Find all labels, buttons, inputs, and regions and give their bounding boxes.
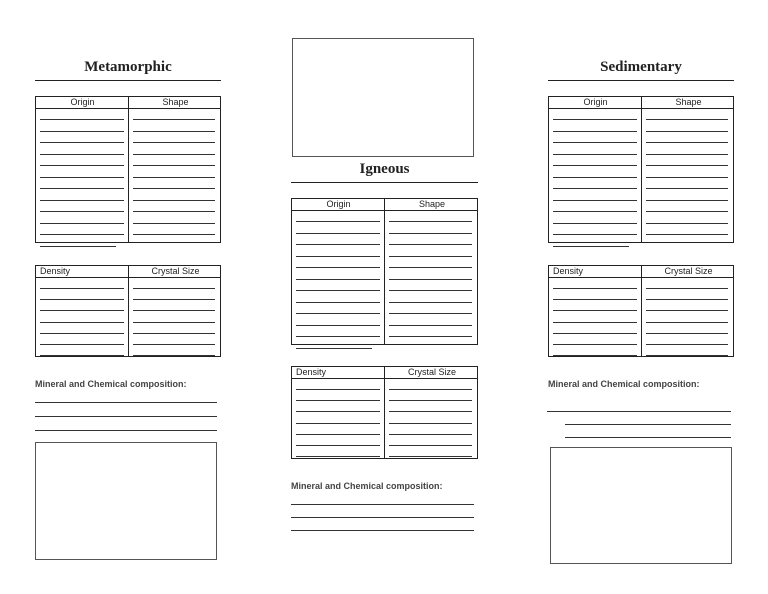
metamorphic-composition-label: Mineral and Chemical composition: — [35, 379, 187, 389]
metamorphic-origin-shape-table — [35, 96, 221, 243]
writing-line[interactable] — [389, 434, 472, 435]
writing-line[interactable] — [553, 344, 637, 345]
igneous-title-rule — [291, 182, 478, 183]
writing-line[interactable] — [296, 290, 380, 291]
writing-line[interactable] — [133, 223, 215, 224]
writing-line[interactable] — [40, 200, 124, 201]
writing-line[interactable] — [565, 437, 731, 438]
writing-line[interactable] — [40, 299, 124, 300]
shape-header: Shape — [418, 199, 446, 209]
writing-line[interactable] — [553, 177, 637, 178]
writing-line[interactable] — [389, 279, 472, 280]
writing-line[interactable] — [40, 142, 124, 143]
writing-line[interactable] — [40, 355, 124, 356]
writing-line[interactable] — [40, 223, 124, 224]
crystal-size-header: Crystal Size — [151, 266, 200, 276]
writing-line[interactable] — [133, 322, 215, 323]
writing-line[interactable] — [40, 154, 124, 155]
writing-line[interactable] — [646, 119, 728, 120]
writing-line[interactable] — [389, 221, 472, 222]
writing-line[interactable] — [565, 424, 731, 425]
writing-line[interactable] — [553, 154, 637, 155]
column-divider — [641, 266, 642, 356]
writing-line[interactable] — [389, 400, 472, 401]
writing-line[interactable] — [646, 200, 728, 201]
writing-line[interactable] — [553, 200, 637, 201]
writing-line[interactable] — [35, 430, 217, 431]
writing-line[interactable] — [133, 177, 215, 178]
writing-line[interactable] — [646, 131, 728, 132]
writing-line[interactable] — [389, 411, 472, 412]
writing-line[interactable] — [547, 411, 731, 412]
writing-line[interactable] — [646, 344, 728, 345]
writing-line[interactable] — [553, 288, 637, 289]
writing-line[interactable] — [553, 165, 637, 166]
crystal-size-header: Crystal Size — [664, 266, 713, 276]
sedimentary-title: Sedimentary — [600, 59, 682, 75]
writing-line[interactable] — [389, 267, 472, 268]
writing-line[interactable] — [291, 517, 474, 518]
writing-line[interactable] — [296, 313, 380, 314]
crystal-size-header: Crystal Size — [407, 367, 456, 377]
writing-line[interactable] — [646, 177, 728, 178]
writing-line[interactable] — [296, 434, 380, 435]
writing-line[interactable] — [389, 456, 472, 457]
writing-line[interactable] — [40, 322, 124, 323]
writing-line[interactable] — [133, 131, 215, 132]
writing-line[interactable] — [296, 233, 380, 234]
writing-line[interactable] — [553, 333, 637, 334]
igneous-title: Igneous — [359, 161, 410, 177]
writing-line[interactable] — [40, 310, 124, 311]
writing-line[interactable] — [40, 344, 124, 345]
writing-line[interactable] — [133, 154, 215, 155]
writing-line[interactable] — [35, 416, 217, 417]
writing-line[interactable] — [296, 400, 380, 401]
column-divider — [128, 266, 129, 356]
writing-line[interactable] — [133, 200, 215, 201]
writing-line[interactable] — [133, 119, 215, 120]
writing-line[interactable] — [553, 188, 637, 189]
writing-line[interactable] — [133, 211, 215, 212]
writing-line[interactable] — [133, 142, 215, 143]
writing-line[interactable] — [389, 336, 472, 337]
writing-line[interactable] — [296, 336, 380, 337]
metamorphic-image-box — [35, 442, 217, 560]
writing-line[interactable] — [133, 344, 215, 345]
writing-line[interactable] — [296, 302, 380, 303]
writing-line[interactable] — [40, 188, 124, 189]
writing-line[interactable] — [389, 325, 472, 326]
writing-line[interactable] — [40, 246, 116, 247]
density-header: Density — [40, 266, 71, 276]
metamorphic-title-rule — [35, 80, 221, 81]
writing-line[interactable] — [646, 355, 728, 356]
writing-line[interactable] — [389, 302, 472, 303]
igneous-density-crystal-table — [291, 366, 478, 459]
origin-header: Origin — [70, 97, 95, 107]
writing-line[interactable] — [296, 221, 380, 222]
writing-line[interactable] — [389, 389, 472, 390]
sedimentary-density-crystal-table — [548, 265, 734, 357]
column-divider — [128, 97, 129, 242]
writing-line[interactable] — [40, 333, 124, 334]
writing-line[interactable] — [296, 244, 380, 245]
writing-line[interactable] — [296, 256, 380, 257]
writing-line[interactable] — [553, 355, 637, 356]
column-divider — [641, 97, 642, 242]
writing-line[interactable] — [389, 290, 472, 291]
writing-line[interactable] — [646, 142, 728, 143]
writing-line[interactable] — [133, 355, 215, 356]
sedimentary-title-rule — [548, 80, 734, 81]
writing-line[interactable] — [389, 445, 472, 446]
writing-line[interactable] — [646, 333, 728, 334]
writing-line[interactable] — [40, 211, 124, 212]
writing-line[interactable] — [553, 119, 637, 120]
writing-line[interactable] — [646, 299, 728, 300]
writing-line[interactable] — [389, 244, 472, 245]
sedimentary-origin-shape-table — [548, 96, 734, 243]
column-divider — [384, 367, 385, 458]
writing-line[interactable] — [646, 288, 728, 289]
writing-line[interactable] — [133, 165, 215, 166]
metamorphic-density-crystal-table — [35, 265, 221, 357]
writing-line[interactable] — [389, 233, 472, 234]
shape-header: Shape — [162, 97, 189, 107]
writing-line[interactable] — [553, 131, 637, 132]
writing-line[interactable] — [646, 154, 728, 155]
writing-line[interactable] — [646, 310, 728, 311]
density-header: Density — [296, 367, 327, 377]
writing-line[interactable] — [646, 165, 728, 166]
writing-line[interactable] — [40, 119, 124, 120]
metamorphic-title: Metamorphic — [84, 59, 172, 75]
writing-line[interactable] — [646, 223, 728, 224]
writing-line[interactable] — [291, 530, 474, 531]
writing-line[interactable] — [133, 299, 215, 300]
writing-line[interactable] — [553, 211, 637, 212]
writing-line[interactable] — [133, 234, 215, 235]
writing-line[interactable] — [296, 279, 380, 280]
writing-line[interactable] — [133, 188, 215, 189]
igneous-image-box — [292, 38, 474, 157]
writing-line[interactable] — [646, 211, 728, 212]
writing-line[interactable] — [389, 256, 472, 257]
shape-header: Shape — [675, 97, 702, 107]
writing-line[interactable] — [35, 402, 217, 403]
writing-line[interactable] — [296, 325, 380, 326]
writing-line[interactable] — [133, 333, 215, 334]
column-divider — [384, 199, 385, 344]
writing-line[interactable] — [553, 223, 637, 224]
writing-line[interactable] — [553, 234, 637, 235]
sedimentary-image-box — [550, 447, 732, 564]
writing-line[interactable] — [296, 389, 380, 390]
origin-header: Origin — [326, 199, 351, 209]
writing-line[interactable] — [296, 411, 380, 412]
igneous-composition-label: Mineral and Chemical composition: — [291, 481, 443, 491]
writing-line[interactable] — [553, 142, 637, 143]
writing-line[interactable] — [40, 177, 124, 178]
density-header: Density — [553, 266, 584, 276]
writing-line[interactable] — [40, 131, 124, 132]
writing-line[interactable] — [40, 288, 124, 289]
sedimentary-composition-label: Mineral and Chemical composition: — [548, 379, 700, 389]
writing-line[interactable] — [389, 313, 472, 314]
origin-header: Origin — [583, 97, 608, 107]
writing-line[interactable] — [296, 456, 380, 457]
writing-line[interactable] — [133, 288, 215, 289]
writing-line[interactable] — [296, 445, 380, 446]
writing-line[interactable] — [296, 267, 380, 268]
writing-line[interactable] — [296, 423, 380, 424]
writing-line[interactable] — [296, 348, 372, 349]
writing-line[interactable] — [40, 234, 124, 235]
writing-line[interactable] — [291, 504, 474, 505]
writing-line[interactable] — [553, 246, 629, 247]
writing-line[interactable] — [553, 299, 637, 300]
writing-line[interactable] — [553, 310, 637, 311]
writing-line[interactable] — [646, 188, 728, 189]
writing-line[interactable] — [133, 310, 215, 311]
igneous-origin-shape-table — [291, 198, 478, 345]
writing-line[interactable] — [646, 322, 728, 323]
writing-line[interactable] — [389, 423, 472, 424]
writing-line[interactable] — [553, 322, 637, 323]
writing-line[interactable] — [646, 234, 728, 235]
writing-line[interactable] — [40, 165, 124, 166]
